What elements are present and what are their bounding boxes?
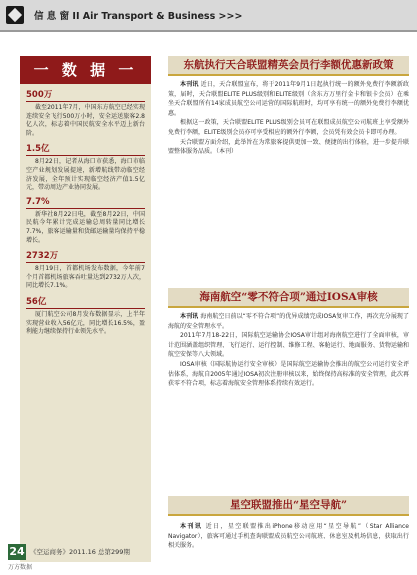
publication-info: 《空运商务》2011.16 总第299期 bbox=[30, 548, 130, 556]
divider bbox=[26, 208, 145, 209]
sidebar-item-figure: 500万 bbox=[26, 90, 53, 100]
dateline: 本刊讯 bbox=[180, 523, 203, 530]
magazine-logo-icon bbox=[6, 6, 24, 24]
divider bbox=[26, 262, 145, 263]
headline-text: 海南航空“零不符合项”通过IOSA审核 bbox=[199, 291, 378, 303]
divider bbox=[26, 308, 145, 309]
sidebar-item bbox=[20, 197, 151, 245]
dateline: 本刊讯 bbox=[180, 313, 199, 320]
divider bbox=[26, 155, 145, 156]
article-paragraph: 海南航空日前以“零不符合项”的优异成绩完成IOSA复审工作，再次充分展现了海航的安全管理水平。 bbox=[168, 313, 409, 330]
article-paragraph: 2011年7月18-22日，国际航空运输协会IOSA审计组对海南航空进行了全面审核，审计范围涵盖组织管理、飞行运行、运行控制、维修工程、客舱运行、地面服务、货物运输和航空安保等八大领域。 bbox=[168, 332, 409, 359]
page-header bbox=[0, 0, 417, 30]
article-paragraph: 天合联盟方面介绍，此举旨在为常旅客提供更加一致、便捷的出行体验，进一步提升联盟整体服务品质。（本刊） bbox=[168, 138, 409, 156]
sidebar-item bbox=[20, 88, 151, 138]
page-footer bbox=[8, 544, 208, 571]
header-divider bbox=[0, 30, 417, 32]
data-sidebar bbox=[20, 56, 151, 562]
sidebar-item-figure: 56亿 bbox=[26, 296, 47, 307]
sidebar-item-figure: 7.7% bbox=[26, 196, 50, 207]
source-brand: 万方数据 bbox=[8, 564, 33, 571]
divider bbox=[26, 101, 145, 102]
article-body bbox=[168, 80, 409, 157]
sidebar-item-figure: 1.5亿 bbox=[26, 144, 50, 155]
sidebar-item-figure: 2732万 bbox=[26, 251, 59, 262]
article-body bbox=[168, 312, 409, 389]
sidebar-item bbox=[20, 249, 151, 291]
article-headline bbox=[168, 496, 409, 516]
section-title: 信 息 窗 II Air Transport & Business >>> bbox=[34, 11, 243, 22]
sidebar-item-text: 8月19日，首都机场发布数据，今年前7个月首都机场旅客吞吐量达到2732万人次，同比增长7.1%。 bbox=[26, 265, 145, 290]
sidebar-banner: 一 数 据 一 bbox=[20, 56, 151, 84]
sidebar-item-text: 新华社8月22日电，截至8月22日，中国民航今年累计完成运输总周转量同比增长7.7%，旅客运输量和货邮运输量均保持平稳增长。 bbox=[26, 210, 145, 244]
sidebar-item-text: 截至2011年7月，中国东方航空已经实现连续安全飞行500万小时，安全运送旅客2.8亿人次，标志着中国民航安全水平迈上新台阶。 bbox=[26, 104, 145, 137]
article-paragraph: 近日，天合联盟宣布，将于2011年9月1日起执行统一的额外免费行李额新政策，届时，天合联盟ELITE PLUS级别和ELITE级别（含东方万里行金卡和银卡会员）在乘坐天合联盟所有14家成员航空公司运营的国际航班时，均可享有统一的额外免费行李额优惠。 bbox=[168, 81, 409, 117]
headline-text: 东航执行天合联盟精英会员行李额优惠新政策 bbox=[183, 59, 394, 71]
headline-text: 星空联盟推出“星空导航” bbox=[229, 499, 348, 511]
article-paragraph: IOSA审核（国际航协运行安全审核）是国际航空运输协会推出的航空公司运行安全评估体系，海航自2005年通过IOSA初次注册审核以来，始终保持高标准的安全管理，此次再获零不符合项，标志着海航安全管理体系持续有效运行。 bbox=[168, 360, 409, 388]
sidebar-item bbox=[20, 142, 151, 192]
sidebar-item bbox=[20, 295, 151, 337]
page-number: 24 bbox=[9, 545, 25, 558]
sidebar-item-text: 8月22日，记者从海口市获悉，海口市临空产业规划发展提速，新增航线带动临空经济发展，全年预计实现临空经济产值1.5亿元，带动周边产业协同发展。 bbox=[26, 158, 145, 192]
dateline: 本刊讯 bbox=[180, 81, 199, 88]
article-headline bbox=[168, 288, 409, 308]
sidebar-item-text: 厦门航空公司8月发布数据显示，上半年实现营业收入56亿元，同比增长16.5%，盈利能力继续保持行业领先水平。 bbox=[26, 310, 145, 336]
article-headline bbox=[168, 56, 409, 76]
article-paragraph: 根据这一政策，天合联盟ELITE PLUS级别会员可在联盟成员航空公司航班上享受额外免费行李额，ELITE级别会员亦可享受相应的额外行李额，会员凭有效会员卡即可办理。 bbox=[168, 119, 409, 136]
article-paragraph: 近日，星空联盟推出iPhone移动应用“星空导航”（Star Alliance Navigator），旅客可通过手机查询联盟成员航空公司航班、休息室及机场信息，获取出行相关服务。 bbox=[168, 523, 409, 550]
